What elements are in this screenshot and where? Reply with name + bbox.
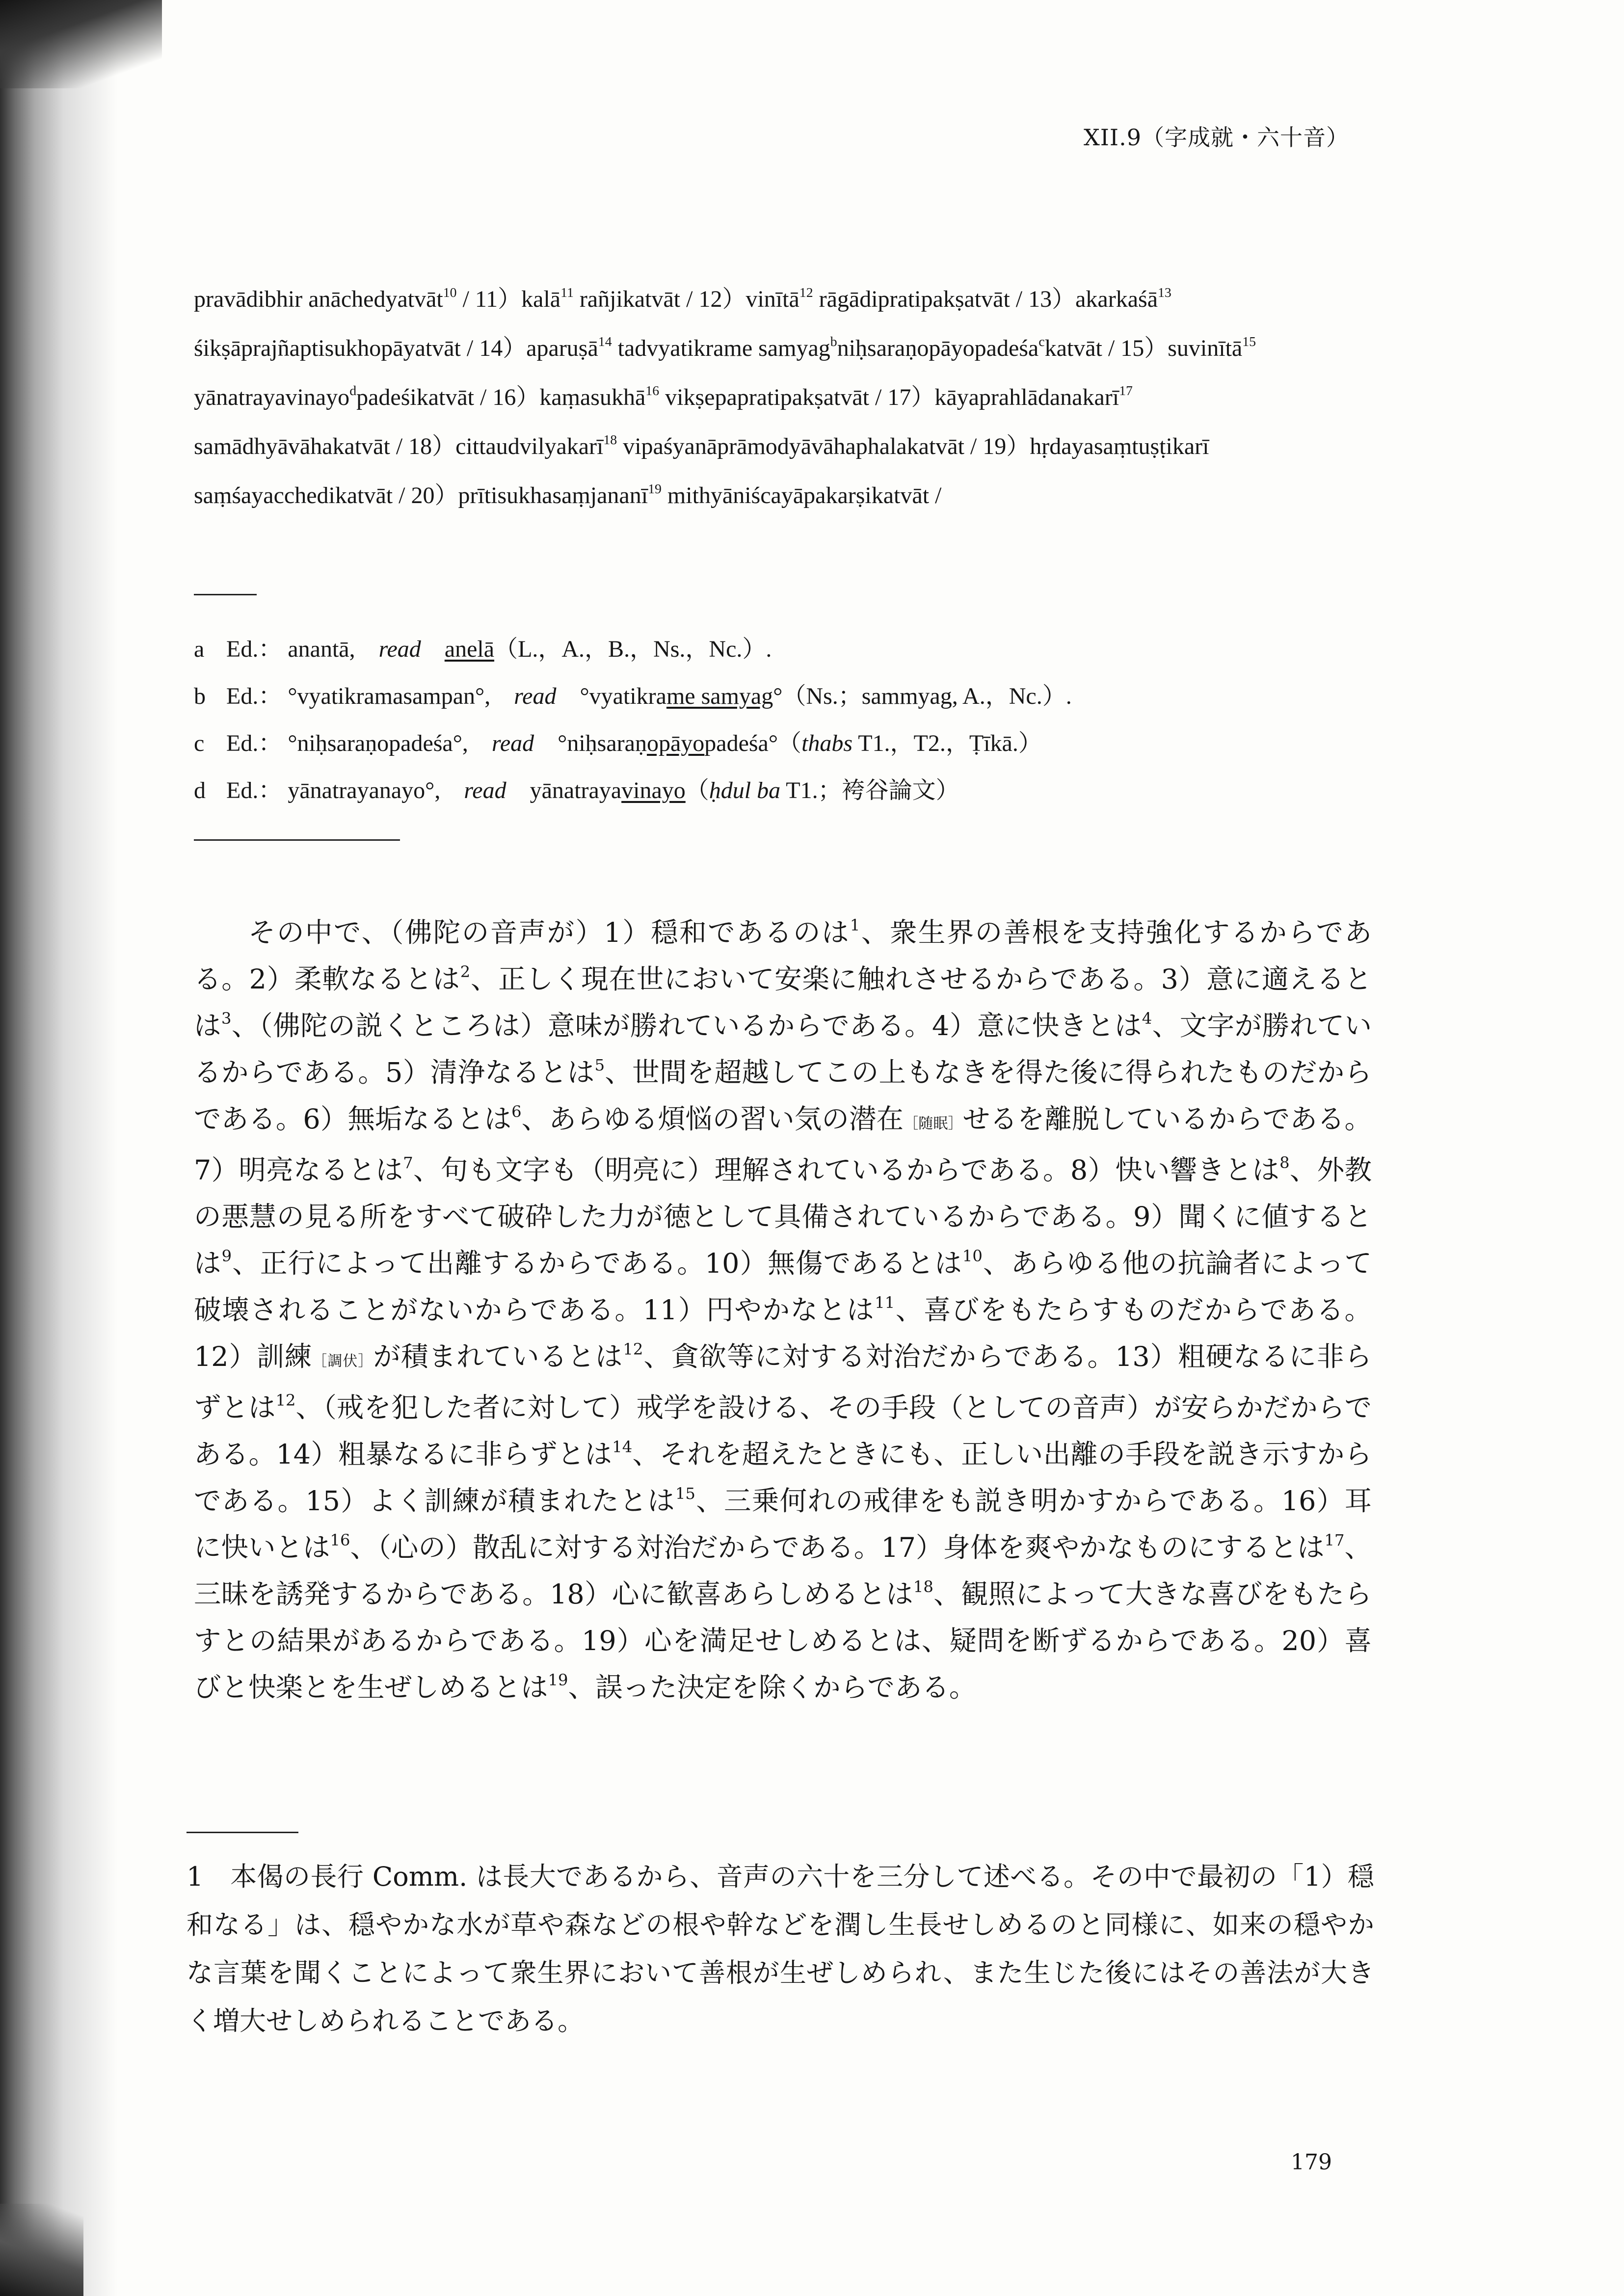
text-run: 、貪欲等に対する対治だからである。13）粗硬なるに非らずとは	[194, 1341, 1372, 1424]
textual-note	[194, 720, 1072, 767]
text-run: yānatraya	[506, 777, 622, 803]
text-run: Ed.：	[226, 777, 282, 803]
footnote-ref: 16	[330, 1530, 350, 1549]
text-run: 、三乗何れの戒律をも説き明かすからである。16）耳に快いとは	[194, 1485, 1372, 1564]
footnote-ref: 15	[1242, 334, 1256, 349]
text-run: 、文字が勝れているからである。5）清浄なるとは	[194, 1010, 1372, 1089]
text-run: niḥsaraṇopāyopadeśa	[837, 335, 1039, 361]
sanskrit-line	[194, 422, 1372, 471]
text-run: 、喜びをもたらすものだからである。12）訓練	[194, 1294, 1372, 1373]
note-body	[226, 636, 772, 662]
text-run: katvāt / 15）suvinītā	[1044, 335, 1243, 361]
text-run: 、あらゆる他の抗論者によって破壊されることがないからである。11）円やかなとは	[194, 1248, 1372, 1326]
scan-corner-shadow-top	[0, 0, 162, 88]
footnote-ref: b	[830, 334, 837, 349]
text-run: yānatrayanayo°,	[282, 777, 464, 803]
footnote-ref: 2	[460, 962, 471, 981]
text-run: Ed.：	[226, 683, 282, 709]
text-run: °vyatikramasampan°,	[282, 683, 514, 709]
italic-text: ḥdul ba	[709, 777, 781, 803]
scan-corner-shadow-bottom	[0, 2204, 83, 2296]
text-run: samādhyāvāhakatvāt / 18）cittaudvilyakarī	[194, 433, 604, 459]
text-run: 、（心の）散乱に対する対治だからである。17）身体を爽やかなものにするとは	[350, 1532, 1325, 1564]
textual-notes	[194, 626, 1072, 814]
footnote-ref: 1	[850, 915, 860, 934]
text-run: 、（戒を犯した者に対して）戒学を設ける、その手段（としての音声）が安らかだからである。14）粗暴なるに非らずとは	[194, 1392, 1372, 1470]
text-run: せるを離脱しているからである。7）明亮なるとは	[194, 1103, 1372, 1186]
footnote-ref: 12	[623, 1339, 643, 1359]
text-run: °niḥsaraṇopadeśa°,	[282, 730, 492, 756]
text-run: （L.，A.，B.，Ns.，Nc.）.	[494, 636, 772, 662]
underlined-reading: vinayo	[621, 777, 686, 803]
sanskrit-line	[194, 471, 1372, 520]
footnote	[186, 1853, 1374, 2045]
text-run: °vyatikra	[556, 683, 666, 709]
text-run: T1.；袴谷論文）	[780, 777, 959, 803]
text-run: 、誤った決定を除くからである。	[568, 1672, 977, 1704]
textual-note	[194, 626, 1072, 673]
text-run: yānatrayavinayo	[194, 384, 350, 410]
text-run: rāgādipratipakṣatvāt / 13）akarkaśā	[813, 286, 1158, 312]
footnote-ref: 12	[275, 1390, 296, 1410]
footnote-ref: 18	[603, 432, 617, 448]
text-run: vikṣepapratipakṣatvāt / 17）kāyaprahlādanakarī	[659, 384, 1119, 410]
footnote-ref: 8	[1279, 1153, 1290, 1172]
text-run: 、正しく現在世において安楽に触れさせるからである。3）意に適えるとは	[194, 963, 1372, 1042]
footnote-ref: 4	[1142, 1009, 1152, 1028]
footnote-ref: 17	[1119, 383, 1133, 399]
text-run: °niḥsaraṇ	[534, 730, 647, 756]
footnote-ref: 14	[612, 1437, 633, 1456]
text-run: T1.，T2.，Ṭīkā.）	[852, 730, 1042, 756]
footnote-text: 本偈の長行 Comm. は長大であるから、音声の六十を三分して述べる。その中で最初の「1）穏和なる」は、穏やかな水が草や森などの根や幹などを潤し生長せしめるのと同様に、如来の穏やかな言葉を聞くことによって衆生界において善根が生ぜしめられ、また生じた後にはその善法が大きく増大せしめられることである。	[186, 1861, 1375, 2036]
text-run: tadvyatikrame samyag	[612, 335, 830, 361]
note-label: d	[194, 777, 206, 803]
textual-note	[194, 673, 1072, 720]
footnote-ref: 19	[548, 1670, 568, 1689]
footnote-ref: 10	[443, 285, 457, 300]
text-run: 、衆生界の善根を支持強化するからである。2）柔軟なるとは	[194, 917, 1372, 995]
note-label: a	[194, 636, 205, 662]
italic-text: read	[514, 683, 557, 709]
sanskrit-line	[194, 275, 1372, 324]
footnote-ref: 6	[511, 1102, 522, 1121]
footnote-ref: c	[1038, 334, 1045, 349]
sanskrit-line	[194, 373, 1372, 422]
text-run: が積まれているとは	[373, 1341, 623, 1373]
text-run: padeśikatvāt / 16）kaṃasukhā	[356, 384, 646, 410]
footnote-ref: 15	[675, 1484, 695, 1503]
notes-top-rule	[194, 594, 257, 595]
note-label: b	[194, 683, 206, 709]
text-run: 、句も文字も（明亮に）理解されているからである。8）快い響きとは	[413, 1154, 1280, 1186]
text-run: 、（佛陀の説くところは）意味が勝れているからである。4）意に快きとは	[231, 1010, 1142, 1042]
text-run: 、観照によって大きな喜びをもたらすとの結果があるからである。19）心を満足せしめるとは、疑問を断ずるからである。20）喜びと快楽とを生ぜしめるとは	[194, 1578, 1372, 1704]
text-run: その中で、（佛陀の音声が）1）穏和であるのは	[248, 917, 850, 949]
text-run: 、外教の悪慧の見る所をすべて破砕した力が徳として具備されているからである。9）聞くに値するとは	[194, 1154, 1372, 1280]
text-run: 、三昧を誘発するからである。18）心に歓喜あらしめるとは	[194, 1532, 1372, 1610]
note-body	[226, 730, 1042, 756]
text-run: rañjikatvāt / 12）vinītā	[573, 286, 799, 312]
italic-text: read	[378, 636, 421, 662]
text-run: （	[685, 777, 709, 803]
footnote-ref: 11	[875, 1293, 895, 1312]
footnote-rule	[186, 1832, 298, 1833]
text-run: °（Ns.；sammyag, A.，Nc.）.	[773, 683, 1072, 709]
text-run: / 11）kalā	[456, 286, 561, 312]
sanskrit-line	[194, 324, 1372, 373]
text-run: vipaśyanāprāmodyāvāhaphalakatvāt / 19）hṛdayasaṃtuṣṭikarī	[617, 433, 1209, 459]
footnote-ref: 7	[403, 1153, 413, 1172]
text-run: anantā,	[282, 636, 379, 662]
text-run: Ed.：	[226, 636, 282, 662]
text-run: 、あらゆる煩悩の習い気の潜在	[521, 1103, 904, 1135]
textual-note	[194, 767, 1072, 814]
bracket-gloss: ［調伏］	[312, 1353, 373, 1370]
text-run: mithyāniścayāpakarṣikatvāt /	[661, 482, 942, 508]
text-run: saṃśayacchedikatvāt / 20）prītisukhasaṃjananī	[194, 482, 648, 508]
note-body	[226, 777, 959, 803]
text-run: pravādibhir anāchedyatvāt	[194, 286, 443, 312]
footnote-ref: d	[349, 383, 357, 399]
italic-text: read	[464, 777, 506, 803]
running-header: XII.9（字成就・六十音）	[1084, 124, 1349, 151]
japanese-translation	[194, 909, 1372, 1711]
footnote-ref: 17	[1324, 1530, 1345, 1549]
text-run: 、正行によって出離するからである。10）無傷であるとは	[232, 1248, 962, 1280]
underlined-reading: opāyo	[646, 730, 705, 756]
footnote-ref: 5	[594, 1055, 605, 1074]
sanskrit-text-block	[194, 275, 1372, 520]
footnote-ref: 11	[560, 285, 574, 300]
scan-binding-shadow	[0, 0, 118, 2296]
bracket-gloss: ［随眠］	[904, 1115, 963, 1132]
footnote-ref: 12	[799, 285, 813, 300]
footnote-ref: 18	[913, 1577, 933, 1596]
italic-text: thabs	[801, 730, 853, 756]
footnote-number: 1	[186, 1861, 204, 1892]
text-run: Ed.：	[226, 730, 282, 756]
text-run: śikṣāprajñaptisukhopāyatvāt / 14）aparuṣā	[194, 335, 598, 361]
underlined-reading: me samyag	[666, 683, 773, 709]
italic-text: read	[491, 730, 534, 756]
note-body	[226, 683, 1072, 709]
text-run	[421, 636, 445, 662]
footnote-ref: 16	[645, 383, 660, 399]
footnote-ref: 10	[962, 1246, 983, 1265]
note-label: c	[194, 730, 205, 756]
underlined-reading: anelā	[444, 636, 495, 662]
footnote-ref: 3	[221, 1009, 232, 1028]
footnote-ref: 9	[221, 1246, 232, 1265]
footnote-ref: 13	[1158, 285, 1171, 300]
text-run: padeśa°（	[704, 730, 802, 756]
footnote-ref: 14	[598, 334, 612, 349]
text-run: 、それを超えたときにも、正しい出離の手段を説き示すからである。15）よく訓練が積まれたとは	[194, 1439, 1372, 1517]
footnote-ref: 19	[648, 481, 662, 497]
text-run: 、世間を超越してこの上もなきを得た後に得られたものだからである。6）無垢なるとは	[194, 1057, 1372, 1135]
notes-bottom-rule	[194, 839, 400, 841]
page-number: 179	[1291, 2150, 1332, 2175]
